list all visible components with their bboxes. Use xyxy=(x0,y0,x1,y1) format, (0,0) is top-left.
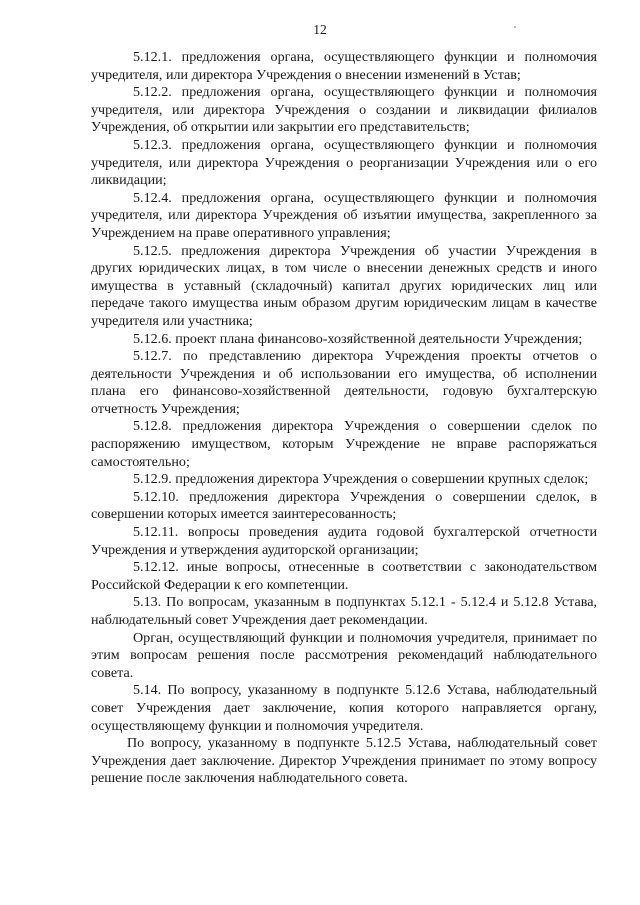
clause-5-12-3: 5.12.3. предложения органа, осуществляющего функции и полномочия учредителя, или директора Учреждения о реорганизации Учреждения или о его ликвидации; xyxy=(91,136,597,189)
clause-5-12-11: 5.12.11. вопросы проведения аудита годовой бухгалтерской отчетности Учреждения и утверждения аудиторской организации; xyxy=(91,524,597,558)
clause-5-13: 5.13. По вопросам, указанным в подпунктах 5.12.1 - 5.12.4 и 5.12.8 Устава, наблюдательный совет Учреждения дает рекомендации. xyxy=(91,594,597,628)
clause-5-14-continuation: По вопросу, указанному в подпункте 5.12.5 Устава, наблюдательный совет Учреждения дает заключение. Директор Учреждения принимает по этому вопросу решение после заключения наблюдательного совета. xyxy=(91,735,597,787)
clause-5-12-5: 5.12.5. предложения директора Учреждения об участии Учреждения в других юридических лицах, в том числе о внесении денежных средств и иного имущества в уставный (складочный) капитал других юридических лиц или передаче такого имущества иным образом другим юридическим лицам в качестве учредителя или участника; xyxy=(91,242,597,329)
clause-5-12-12: 5.12.12. иные вопросы, отнесенные в соответствии с законодательством Российской Федерации к его компетенции. xyxy=(91,559,597,593)
clause-5-12-6: 5.12.6. проект плана финансово-хозяйственной деятельности Учреждения; xyxy=(133,330,583,347)
clause-5-12-7: 5.12.7. по представлению директора Учреждения проекты отчетов о деятельности Учреждения и об использовании его имущества, об исполнении плана его финансово-хозяйственной деятельности, годовую бухгалтерскую отчетность Учреждения; xyxy=(91,348,597,417)
clause-5-13-continuation: Орган, осуществляющий функции и полномочия учредителя, принимает по этим вопросам решения после рассмотрения рекомендаций наблюдательного совета. xyxy=(91,629,597,681)
clause-5-12-10: 5.12.10. предложения директора Учреждения о совершении сделок, в совершении которых имеется заинтересованность; xyxy=(91,488,597,523)
document-body xyxy=(91,49,597,788)
clause-5-12-9: 5.12.9. предложения директора Учреждения о совершении крупных сделок; xyxy=(133,471,589,488)
clause-5-12-4: 5.12.4. предложения органа, осуществляющего функции и полномочия учредителя, или директора Учреждения об изъятии имущества, закрепленного за Учреждением на праве оперативного управления; xyxy=(91,189,597,241)
clause-5-12-1: 5.12.1. предложения органа, осуществляющего функции и полномочия учредителя, или директора Учреждения о внесении изменений в Устав; xyxy=(91,49,597,83)
clause-5-14: 5.14. По вопросу, указанному в подпункте 5.12.6 Устава, наблюдательный совет Учреждения дает заключение, копия которого направляется органу, осуществляющему функции и полномочия учредителя. xyxy=(91,682,597,734)
clause-5-12-2: 5.12.2. предложения органа, осуществляющего функции и полномочия учредителя, или директора Учреждения о создании и ликвидации филиалов Учреждения, об открытии или закрытии его представительств; xyxy=(91,84,597,136)
page-number: 12 xyxy=(313,22,327,37)
clause-5-12-8: 5.12.8. предложения директора Учреждения о совершении сделок по распоряжению имуществом, которым Учреждение не вправе распоряжаться самостоятельно; xyxy=(91,418,597,470)
